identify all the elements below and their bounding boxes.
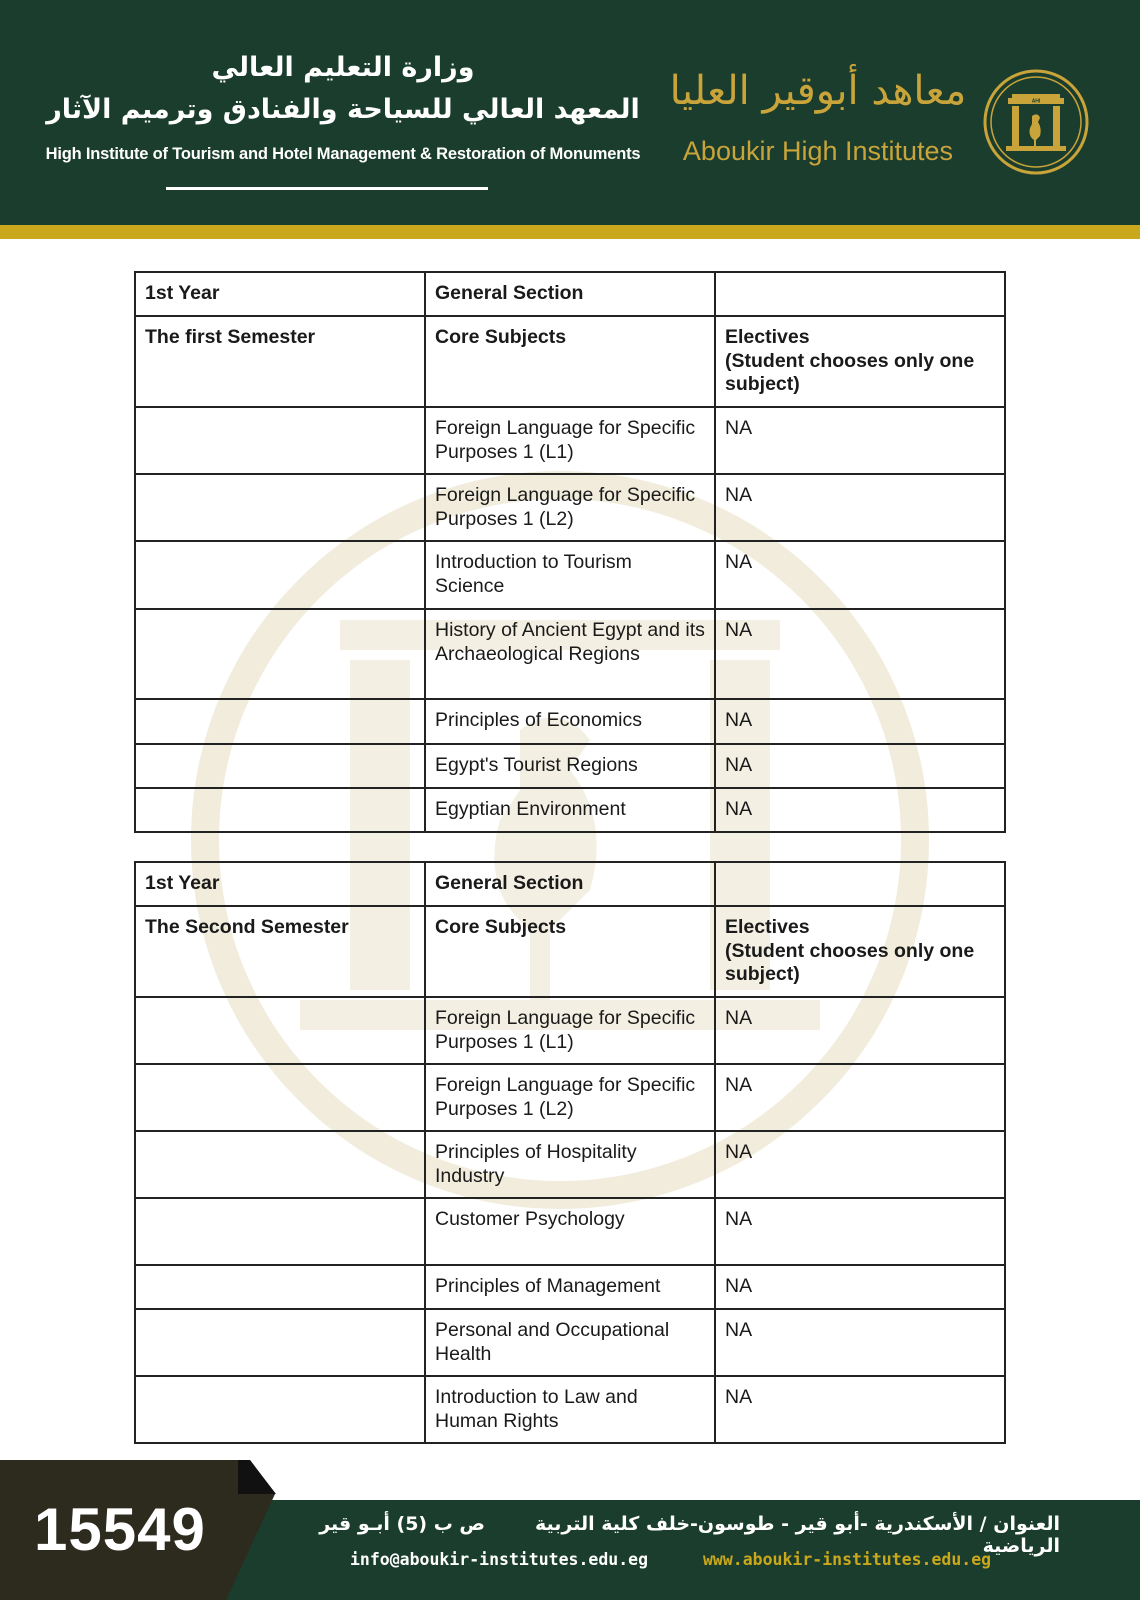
core-subjects-header: Core Subjects <box>425 316 715 407</box>
table-row <box>135 1198 1005 1265</box>
empty-cell <box>135 1309 425 1376</box>
semester-cell: The Second Semester <box>135 906 425 997</box>
core-subject-cell: Personal and Occupational Health <box>425 1309 715 1376</box>
elective-cell: NA <box>715 1198 1005 1265</box>
brand-name-en: Aboukir High Institutes <box>682 136 954 166</box>
institute-logo <box>982 68 1090 176</box>
empty-cell <box>135 1376 425 1443</box>
footer-tab-shadow <box>238 1460 276 1494</box>
core-subject-cell: Egypt's Tourist Regions <box>425 744 715 788</box>
table-row <box>135 744 1005 788</box>
core-subject-cell: Introduction to Law and Human Rights <box>425 1376 715 1443</box>
empty-cell <box>135 1265 425 1309</box>
postal-code: 15549 <box>34 1496 206 1563</box>
email-link[interactable]: info@aboukir-institutes.edu.eg <box>350 1550 649 1569</box>
elective-cell: NA <box>715 1265 1005 1309</box>
table-row <box>135 699 1005 744</box>
empty-cell <box>135 407 425 474</box>
elective-cell: NA <box>715 609 1005 699</box>
institute-title-ar: المعهد العالي للسياحة والفنادق وترميم الآثار <box>46 94 640 125</box>
empty-cell <box>135 541 425 609</box>
elective-cell: NA <box>715 1064 1005 1131</box>
empty-cell <box>135 1131 425 1198</box>
electives-header-cell <box>715 906 1005 997</box>
section-cell: General Section <box>425 862 715 906</box>
curriculum-table-semester-2 <box>134 861 1006 1444</box>
year-cell: 1st Year <box>135 862 425 906</box>
elective-cell: NA <box>715 1309 1005 1376</box>
table-row <box>135 474 1005 541</box>
core-subject-cell: Introduction to Tourism Science <box>425 541 715 609</box>
electives-header: Electives <box>725 916 810 938</box>
elective-cell: NA <box>715 541 1005 609</box>
core-subject-cell: Egyptian Environment <box>425 788 715 832</box>
ministry-title-ar: وزارة التعليم العالي <box>211 52 475 83</box>
curriculum-table-semester-1 <box>134 271 1006 833</box>
table-row <box>135 1131 1005 1198</box>
empty-cell <box>135 699 425 744</box>
core-subject-cell: Principles of Management <box>425 1265 715 1309</box>
table-row <box>135 997 1005 1064</box>
core-subject-cell: Foreign Language for Specific Purposes 1 (L1) <box>425 407 715 474</box>
electives-header-cell <box>715 316 1005 407</box>
core-subject-cell: Foreign Language for Specific Purposes 1 (L2) <box>425 1064 715 1131</box>
electives-note: (Student chooses only one subject) <box>725 349 975 395</box>
elective-cell: NA <box>715 699 1005 744</box>
elective-cell: NA <box>715 997 1005 1064</box>
core-subject-cell: History of Ancient Egypt and its Archaeological Regions <box>425 609 715 699</box>
core-subjects-header: Core Subjects <box>425 906 715 997</box>
elective-cell: NA <box>715 1131 1005 1198</box>
empty-cell <box>135 744 425 788</box>
electives-note: (Student chooses only one subject) <box>725 939 975 985</box>
empty-cell <box>135 788 425 832</box>
core-subject-cell: Foreign Language for Specific Purposes 1 (L1) <box>425 997 715 1064</box>
year-cell: 1st Year <box>135 272 425 316</box>
section-cell: General Section <box>425 272 715 316</box>
header-divider <box>166 187 488 190</box>
core-subject-cell: Principles of Economics <box>425 699 715 744</box>
elective-cell: NA <box>715 1376 1005 1443</box>
electives-header: Electives <box>725 326 810 348</box>
institute-title-en: High Institute of Tourism and Hotel Management & Restoration of Monuments <box>45 145 641 163</box>
elective-cell: NA <box>715 744 1005 788</box>
table-subheader-row <box>135 906 1005 997</box>
table-subheader-row <box>135 316 1005 407</box>
empty-cell <box>135 1064 425 1131</box>
table-header-row <box>135 862 1005 906</box>
table-row <box>135 541 1005 609</box>
semester-cell: The first Semester <box>135 316 425 407</box>
address-ar: العنوان / الأسكندرية -أبو قير - طوسون-خلف كلية التربية الرياضية <box>535 1513 1060 1557</box>
table-row <box>135 609 1005 699</box>
empty-cell <box>135 474 425 541</box>
table-header-row <box>135 272 1005 316</box>
core-subject-cell: Principles of Hospitality Industry <box>425 1131 715 1198</box>
table-row <box>135 788 1005 832</box>
table-row <box>135 1309 1005 1376</box>
elective-cell: NA <box>715 407 1005 474</box>
empty-cell <box>715 862 1005 906</box>
core-subject-cell: Customer Psychology <box>425 1198 715 1265</box>
brand-name-ar: معاهد أبوقير العليا <box>669 68 967 114</box>
empty-cell <box>135 609 425 699</box>
elective-cell: NA <box>715 788 1005 832</box>
empty-cell <box>715 272 1005 316</box>
elective-cell: NA <box>715 474 1005 541</box>
website-link[interactable]: www.aboukir-institutes.edu.eg <box>703 1550 992 1569</box>
empty-cell <box>135 997 425 1064</box>
table-row <box>135 1376 1005 1443</box>
header-gold-stripe <box>0 225 1140 239</box>
table-row <box>135 1064 1005 1131</box>
logo-monogram: AHI <box>1031 98 1041 105</box>
table-row <box>135 407 1005 474</box>
table-row <box>135 1265 1005 1309</box>
empty-cell <box>135 1198 425 1265</box>
po-box-ar: ص ب (5) أبـو قير <box>319 1513 485 1535</box>
core-subject-cell: Foreign Language for Specific Purposes 1 (L2) <box>425 474 715 541</box>
